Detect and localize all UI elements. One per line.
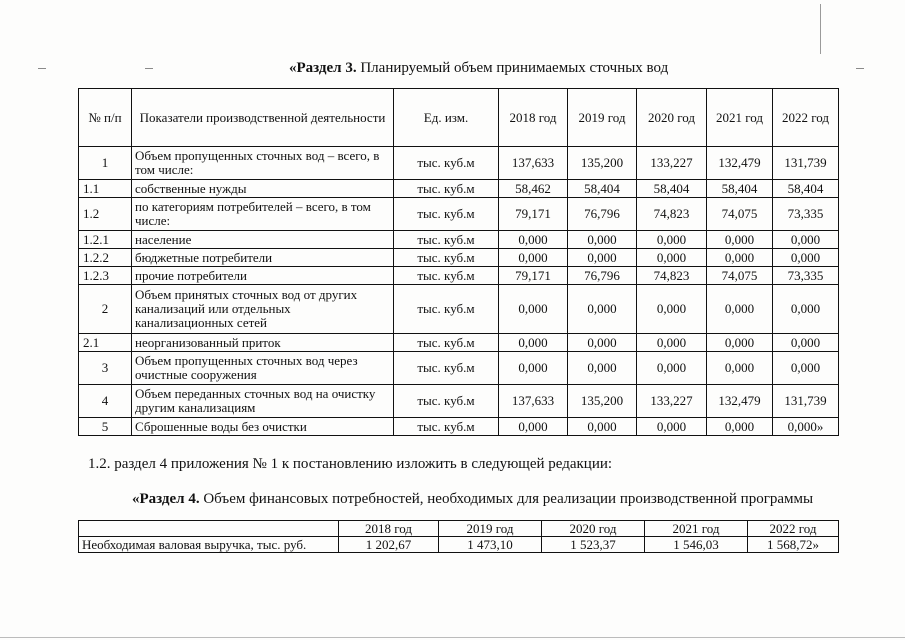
section4-header-cell: 2022 год [748,521,839,537]
unit-cell: тыс. куб.м [394,334,499,352]
amendment-paragraph: 1.2. раздел 4 приложения № 1 к постановлению изложить в следующей редакции: [88,456,613,472]
indicator-name: прочие потребители [132,267,394,285]
value-cell: 76,796 [568,198,637,231]
indicator-name: Объем принятых сточных вод от других канализаций или отдельных канализационных сетей [132,285,394,334]
value-cell: 79,171 [499,198,568,231]
value-cell: 0,000 [773,249,839,267]
value-cell: 0,000 [499,418,568,436]
value-cell: 133,227 [637,385,707,418]
unit-cell: тыс. куб.м [394,285,499,334]
revenue-value: 1 202,67 [339,537,439,553]
section3-title: «Раздел 3. Планируемый объем принимаемых сточных вод [289,60,669,76]
section4-header-row [79,521,839,537]
value-cell: 74,823 [637,267,707,285]
row-number: 1.2 [79,198,132,231]
section4-header-cell: 2018 год [339,521,439,537]
value-cell: 73,335 [773,198,839,231]
section3-header-cell: 2018 год [499,89,568,147]
value-cell: 0,000 [637,249,707,267]
unit-cell: тыс. куб.м [394,385,499,418]
table-row [79,267,839,285]
value-cell: 58,462 [499,180,568,198]
unit-cell: тыс. куб.м [394,418,499,436]
value-cell: 132,479 [707,385,773,418]
value-cell: 0,000 [707,249,773,267]
section4-title: «Раздел 4. Объем финансовых потребностей, необходимых для реализации производственной программы [132,491,814,507]
unit-cell: тыс. куб.м [394,352,499,385]
value-cell: 0,000 [637,334,707,352]
section4-data-row [79,537,839,553]
section3-header-row [79,89,839,147]
value-cell: 0,000 [773,334,839,352]
row-number: 1.1 [79,180,132,198]
section3-header-cell: 2019 год [568,89,637,147]
row-number: 1.2.3 [79,267,132,285]
value-cell: 0,000 [568,249,637,267]
value-cell: 135,200 [568,147,637,180]
scan-corner-mark [820,4,821,54]
value-cell: 0,000 [707,352,773,385]
value-cell: 0,000 [773,352,839,385]
row-number: 3 [79,352,132,385]
row-number: 1.2.1 [79,231,132,249]
value-cell: 58,404 [568,180,637,198]
row-number: 2 [79,285,132,334]
unit-cell: тыс. куб.м [394,231,499,249]
value-cell: 0,000 [568,334,637,352]
row-number: 1 [79,147,132,180]
value-cell: 0,000 [637,285,707,334]
scan-mark [38,68,46,69]
indicator-name: Сброшенные воды без очистки [132,418,394,436]
value-cell: 0,000 [707,334,773,352]
section4-header-cell: 2021 год [645,521,748,537]
indicator-name: население [132,231,394,249]
value-cell: 0,000 [707,418,773,436]
section3-header-cell: 2022 год [773,89,839,147]
section3-header-cell: № п/п [79,89,132,147]
value-cell: 131,739 [773,147,839,180]
table-row [79,334,839,352]
table-row [79,352,839,385]
value-cell: 133,227 [637,147,707,180]
section3-header-cell: 2021 год [707,89,773,147]
value-cell: 0,000 [499,285,568,334]
section3-header-cell: Показатели производственной деятельности [132,89,394,147]
indicator-name: Объем переданных сточных вод на очистку другим канализациям [132,385,394,418]
value-cell: 0,000 [637,231,707,249]
unit-cell: тыс. куб.м [394,267,499,285]
revenue-value: 1 546,03 [645,537,748,553]
value-cell: 0,000 [637,352,707,385]
value-cell: 132,479 [707,147,773,180]
section4-table [78,520,839,553]
table-row [79,249,839,267]
section3-header-cell: Ед. изм. [394,89,499,147]
indicator-name: Объем пропущенных сточных вод – всего, в том числе: [132,147,394,180]
table-row [79,180,839,198]
table-row [79,285,839,334]
indicator-name: неорганизованный приток [132,334,394,352]
value-cell: 0,000» [773,418,839,436]
value-cell: 58,404 [637,180,707,198]
table-row [79,418,839,436]
unit-cell: тыс. куб.м [394,198,499,231]
indicator-name: собственные нужды [132,180,394,198]
table-row [79,231,839,249]
value-cell: 137,633 [499,385,568,418]
row-number: 5 [79,418,132,436]
revenue-value: 1 568,72» [748,537,839,553]
value-cell: 0,000 [707,285,773,334]
unit-cell: тыс. куб.м [394,249,499,267]
value-cell: 0,000 [499,334,568,352]
value-cell: 0,000 [773,285,839,334]
value-cell: 74,075 [707,267,773,285]
scan-mark [856,68,864,69]
value-cell: 0,000 [499,231,568,249]
section4-header-cell: 2020 год [542,521,645,537]
row-number: 4 [79,385,132,418]
revenue-value: 1 523,37 [542,537,645,553]
revenue-value: 1 473,10 [439,537,542,553]
value-cell: 58,404 [707,180,773,198]
value-cell: 137,633 [499,147,568,180]
value-cell: 0,000 [499,249,568,267]
value-cell: 79,171 [499,267,568,285]
section3-table [78,88,839,436]
value-cell: 0,000 [773,231,839,249]
value-cell: 131,739 [773,385,839,418]
table-row [79,198,839,231]
value-cell: 0,000 [568,231,637,249]
value-cell: 0,000 [568,285,637,334]
section3-header-cell: 2020 год [637,89,707,147]
unit-cell: тыс. куб.м [394,147,499,180]
revenue-label: Необходимая валовая выручка, тыс. руб. [79,537,339,553]
value-cell: 0,000 [499,352,568,385]
indicator-name: Объем пропущенных сточных вод через очистные сооружения [132,352,394,385]
scan-mark [145,68,153,69]
table-row [79,147,839,180]
value-cell: 58,404 [773,180,839,198]
value-cell: 74,823 [637,198,707,231]
table-row [79,385,839,418]
value-cell: 0,000 [568,352,637,385]
value-cell: 74,075 [707,198,773,231]
section4-header-cell [79,521,339,537]
value-cell: 0,000 [568,418,637,436]
value-cell: 0,000 [637,418,707,436]
value-cell: 0,000 [707,231,773,249]
unit-cell: тыс. куб.м [394,180,499,198]
section4-header-cell: 2019 год [439,521,542,537]
indicator-name: бюджетные потребители [132,249,394,267]
row-number: 2.1 [79,334,132,352]
value-cell: 135,200 [568,385,637,418]
scan-bottom-edge [0,637,905,638]
value-cell: 73,335 [773,267,839,285]
indicator-name: по категориям потребителей – всего, в том числе: [132,198,394,231]
row-number: 1.2.2 [79,249,132,267]
value-cell: 76,796 [568,267,637,285]
